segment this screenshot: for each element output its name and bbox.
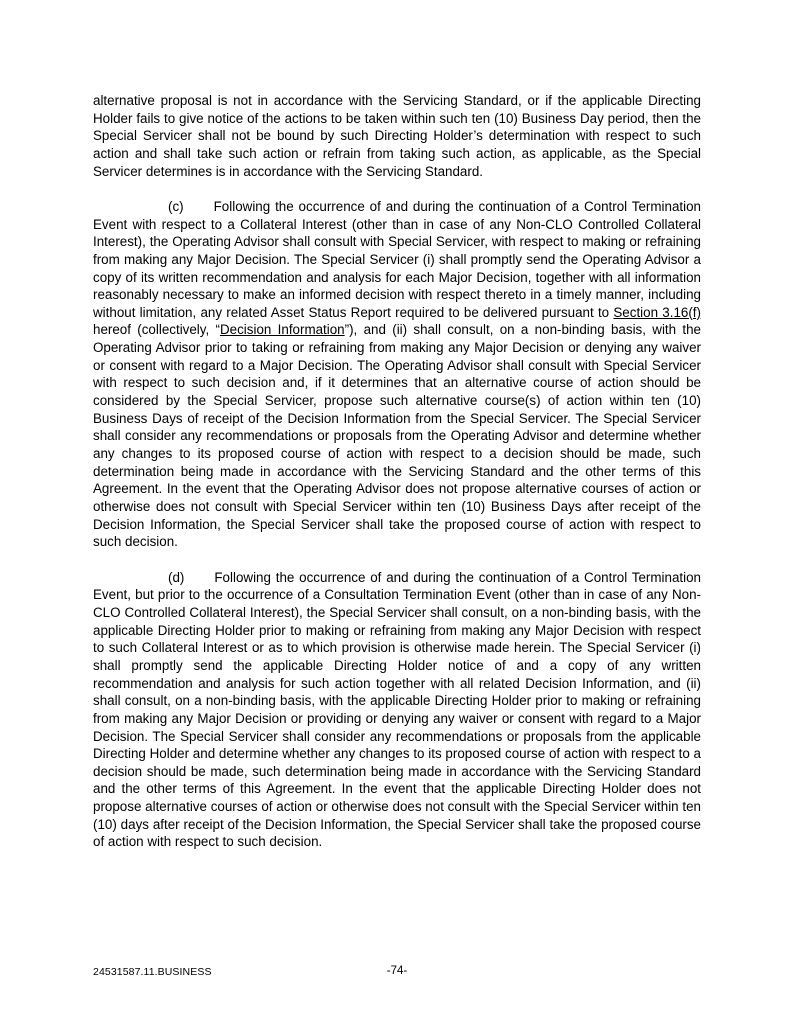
text-run: hereof (collectively, “ xyxy=(93,322,220,338)
text-run: Following the occurrence of and during the continuation of a Control Termination Event with respect to a Collateral Interest (other than in case of any Non-CLO Controlled Collateral Interest), the Operating Advisor shall consult with Special Servicer, with respect to making or refraining from making any Major Decision. The Special Servicer (i) shall promptly send the Operating Advisor a copy of its written recommendation and analysis for each Major Decision, together with all information reasonably necessary to make an informed decision with respect thereto in a timely manner, including without limitation, any related Asset Status Report required to be delivered pursuant to xyxy=(93,198,701,320)
text-run: (c) xyxy=(168,198,184,214)
underlined-reference: Decision Information xyxy=(219,322,345,338)
paragraph-d xyxy=(93,569,701,852)
text-run: (d) xyxy=(168,569,185,585)
text-run: Following the occurrence of and during the continuation of a Control Termination Event, but prior to the occurrence of a Consultation Termination Event (other than in case of any Non-CLO Controlled Collateral Interest), the Special Servicer shall consult, on a non-binding basis, with the applicable Directing Holder prior to making or refraining from making any Major Decision with respect to such Collateral Interest or as to which provision is otherwise made herein. The Special Servicer (i) shall promptly send the applicable Directing Holder notice of and a copy of any written recommendation and analysis for such action together with all related Decision Information, and (ii) shall consult, on a non-binding basis, with the applicable Directing Holder prior to making or refraining from making any Major Decision or providing or denying any waiver or consent with regard to a Major Decision. The Special Servicer shall consider any recommendations or proposals from the applicable Directing Holder and determine whether any changes to its proposed course of action with respect to a decision should be made, such determination being made in accordance with the Servicing Standard and the other terms of this Agreement. In the event that the applicable Directing Holder does not propose alternative courses of action or otherwise does not consult with the Special Servicer within ten (10) days after receipt of the Decision Information, the Special Servicer shall take the proposed course of action with respect to such decision. xyxy=(93,569,701,850)
text-run: alternative proposal is not in accordance with the Servicing Standard, or if the applicable Directing Holder fails to give notice of the actions to be taken within such ten (10) Business Day period, then the Special Servicer shall not be bound by such Directing Holder’s determination with respect to such action and shall take such action or refrain from taking such action, as applicable, as the Special Servicer determines is in accordance with the Servicing Standard. xyxy=(93,93,701,179)
footer-page-number: -74- xyxy=(386,965,408,977)
footer-doc-id: 24531587.11.BUSINESS xyxy=(93,966,212,978)
underlined-reference: Section 3.16(f) xyxy=(613,304,701,320)
paragraph-continuation xyxy=(93,92,701,180)
paragraph-c xyxy=(93,198,701,551)
document-body xyxy=(93,92,701,851)
text-run: ”), and (ii) shall consult, on a non-binding basis, with the Operating Advisor prior to taking or refraining from making any Major Decision or denying any waiver or consent with regard to a Major Decision. The Operating Advisor shall consult with Special Servicer with respect to such decision and, if it determines that an alternative course of action should be considered by the Special Servicer, propose such alternative course(s) of action within ten (10) Business Days of receipt of the Decision Information from the Special Servicer. The Special Servicer shall consider any recommendations or proposals from the Operating Advisor and determine whether any changes to its proposed course of action with respect to a decision should be made, such determination being made in accordance with the Servicing Standard and the other terms of this Agreement. In the event that the Operating Advisor does not propose alternative courses of action or otherwise does not consult with Special Servicer within ten (10) Business Days after receipt of the Decision Information, the Special Servicer shall take the proposed course of action with respect to such decision. xyxy=(93,322,702,550)
